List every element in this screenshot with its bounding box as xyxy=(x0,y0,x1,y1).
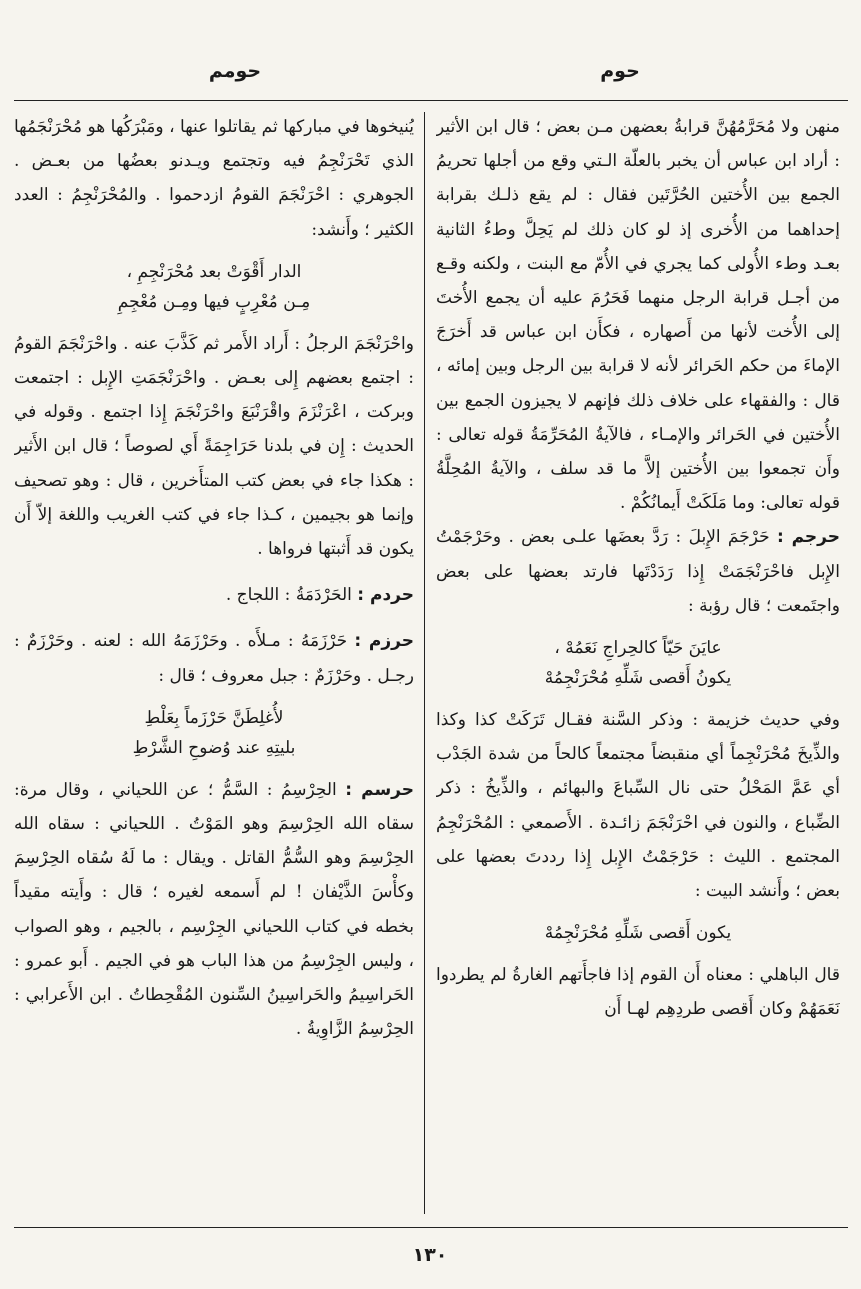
paragraph: واحْرَنْجَمَ الرجلُ : أَراد الأَمر ثم كَذَّبَ عنه . واحْرَنْجَمَ القومُ : اجتمع بعضهم إِلى بعـض . واحْرَنْجَمَتِ الإِبل : اجتمعت وبركت ، اعْرَنْزَمَ واقْرَنْبَعَ واحْرَنْجَمَ إِذا اجتمع . وقوله في الحديث : إِن في بلدنا حَرَاجِمَةً أَي لصوصاً ؛ قال ابن الأَثير : هكذا جاء في بعض كتب المتأَخرين ، قال : وهو تصحيف وإنما هو بجيمين ، كـذا جاء في كتب الغريب واللغة إلاّ أَن يكون قد أَثبتها فرواها . xyxy=(14,333,414,560)
paragraph: يُنيخوها في مباركها ثم يقاتلوا عنها ، ومَبْرَكُها هو مُحْرَنْجَمُها الذي تَحْرَنْجِمُ فيه وتجتمع ويـدنو بعضُها من بعـض . الجوهري : احْرَنْجَمَ القومُ ازدحموا . والمُحْرَنْجِمُ : العدد الكثير ؛ وأَنشد: xyxy=(14,117,414,240)
top-rule xyxy=(14,100,848,101)
paragraph-continued: منهن ولا مُحَرَّمُهُنَّ قرابةُ بعضهن مـن بعض ؛ قال ابن الأثير : أراد ابن عباس أن يخبر بالعلّة الـتي وقع من أجلها تحريمُ الجمع بين الأُختين الحُرَّتَين فقال : لم يقع ذلـك بقرابة إحداهما من الأُخرى إذ لو كان ذلك لم يَحِلَّ وطءُ الثانية بعـد وطء الأُولى كما يجري في الأُمّ مع البنت ، ولكنه وقـع من أجـل قرابة الرجل منهما فَحَرُمَ عليه أن يجمع الأُختَ إلى الأُخت لأنها من أَصهاره ، فكأَن ابن عباس قد أَخرَجَ الإماءَ من حكم الحَرائر لأنه لا قرابة بين الرجل وبين إمائه ، قال : والفقهاء على خلاف ذلك فإنهم لا يجيزون الجمع بين الأُختين في الحَرائر والإمـاء ، فالآيةُ المُحَرِّمَةُ قوله تعالى : وأَن تجمعوا بين الأُختين إلاَّ ما قد سلف ، والآيةُ المُحِلَّةُ قوله تعالى: وما مَلَكَتْ أَيمانُكُمْ . xyxy=(436,117,840,514)
running-header-right: حوم xyxy=(600,60,640,82)
entry-headword: حرزم : xyxy=(354,631,414,652)
verse-line: عايَنَ حَيّاً كالحِراجِ نَعَمُهْ ، xyxy=(554,638,722,659)
paragraph: قال الباهلي : معناه أَن القوم إذا فاجأَتهم الغارةُ لم يطردوا نَعَمَهُمْ وكان أَقصى طردِهِم لهـا أَن xyxy=(436,965,840,1020)
verse-block xyxy=(14,703,414,763)
page-number: ١٣٠ xyxy=(412,1244,448,1266)
entry-hardam xyxy=(14,578,414,612)
verse-line: مِـن مُعْرِبٍ فيها ومِـن مُعْجِمِ xyxy=(117,291,311,312)
verse-line: الدار أَقْوَتْ بعد مُحْرَنْجِمِ ، xyxy=(126,261,302,282)
verse-block xyxy=(436,633,840,693)
entry-headword: حرجم : xyxy=(776,527,840,548)
entry-harsam xyxy=(14,773,414,1047)
spacer xyxy=(14,612,414,624)
verse-line: يكونُ أَقصى شَلِّهِ مُحْرَنْجِمُهْ xyxy=(544,668,732,689)
left-column xyxy=(14,110,414,1220)
verse-block xyxy=(14,257,414,317)
paragraph: وفي حديث خزيمة : وذكر السَّنة فقـال تَرَكَتْ كذا وكذا والذِّيخَ مُحْرَنْجِماً أي منقبضاً مجتمعاً كالحاً من شدة الجَدْب أي عَمَّ المَحْلُ حتى نال السِّباعَ والبهائم ، والذِّيخُ : ذكر الضِّباع ، والنون في احْرَنْجَمَ زائـدة . الأَصمعي : المُحْرَنْجِمُ المجتمع . الليث : حَرْجَمْتُ الإِبل إِذا رددتَ بعضها على بعض ؛ وأَنشد البيت : xyxy=(436,710,840,902)
verse-line: يكون أَقصى شَلِّهِ مُحْرَنْجِمُهْ xyxy=(544,923,732,944)
verse-line: بليتِهِ عند وُضوحِ الشَّرْطِ xyxy=(132,737,296,758)
entry-text: حَرْجَمَ الإِبلَ : رَدَّ بعضَها علـى بعض . وحَرْجَمْتُ الإِبل فاحْرَنْجَمَتْ إِذا رَدَدْتَها فارتد بعضها على بعض واجتَمعت ؛ قال رؤبة : xyxy=(436,527,840,616)
entry-text: حَرْزَمَهُ : مـلأَه . وحَرْزَمَهُ الله : لعنه . وحَرْزَمٌ : رجـل . وحَرْزَمٌ : جبل معروف ؛ قال : xyxy=(14,631,414,686)
entry-harzam xyxy=(14,624,414,692)
right-column xyxy=(436,110,840,1220)
entry-harjam xyxy=(436,520,840,623)
spacer xyxy=(14,566,414,578)
column-divider xyxy=(424,112,425,1214)
verse-block xyxy=(436,918,840,948)
entry-text: الحِرْسِمُ : السَّمُّ ؛ عن اللحياني ، وقال مرة: سقاه الله الحِرْسِمَ وهو المَوْتُ . اللحياني : سقاه الله الحِرْسِمَ وهو السُّمُّ القاتل . ويقال : ما لَهُ سُقاه الحِرْسِمَ وكأْسَ الذَّيْفان ! لم أَسمعه لغيره ؛ قال : وأَيته مقيداً بخطه في كتاب اللحياني الجِرْسِم ، بالجيم ، وهو الصواب ، وليس الجِرْسِمُ من هذا الباب هو في الجيم . أَبو عمرو : الحَراسِيمُ والحَراسِينُ السِّنون المُقْحِطاتُ . ابن الأَعرابي : الحِرْسِمُ الزَّاوِيةُ . xyxy=(14,779,414,1040)
entry-headword: حردم : xyxy=(357,585,414,606)
running-header-left: حومم xyxy=(208,60,262,82)
entry-headword: حرسم : xyxy=(345,779,414,800)
bottom-rule xyxy=(14,1227,848,1228)
verse-line: لأُغلِطَنَّ حَرْزَماً بِعَلْطِ xyxy=(144,707,284,728)
entry-text: الحَرْدَمَةُ : اللجاج . xyxy=(225,585,358,606)
